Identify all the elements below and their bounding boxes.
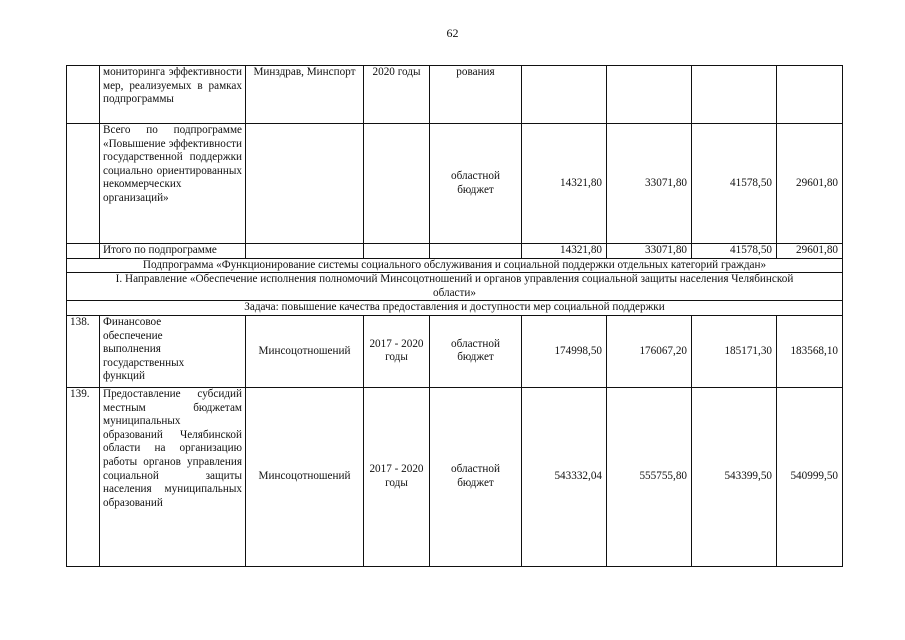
- period: 2017 - 2020 годы: [364, 387, 430, 566]
- amount-2020: 540999,50: [777, 387, 843, 566]
- amount-2018: 33071,80: [607, 244, 692, 259]
- row-number: 138.: [67, 315, 100, 387]
- period: 2017 - 2020 годы: [364, 315, 430, 387]
- amount-2019: 41578,50: [692, 124, 777, 244]
- table-row: [67, 66, 843, 124]
- measure-name: Финансовое обеспечение выполнения государственных функций: [100, 315, 246, 387]
- section-heading: [67, 273, 843, 301]
- amount-2019: 185171,30: [692, 315, 777, 387]
- funding-source: областной бюджет: [430, 387, 522, 566]
- row-number: [67, 66, 100, 124]
- table-row: [67, 315, 843, 387]
- amount-2018: 176067,20: [607, 315, 692, 387]
- funding-source: областной бюджет: [430, 315, 522, 387]
- measure-name: Итого по подпрограмме: [100, 244, 246, 259]
- table-row: [67, 244, 843, 259]
- amount-2017: 14321,80: [522, 124, 607, 244]
- direction-title: I. Направление «Обеспечение исполнения полномочий Минсоцотношений и органов управления социальной защиты населения Челябинской области»: [67, 273, 843, 301]
- executor: Минсоцотношений: [246, 387, 364, 566]
- task-title: Задача: повышение качества предоставления и доступности мер социальной поддержки: [67, 301, 843, 316]
- amount-2018: 33071,80: [607, 124, 692, 244]
- subprogram-title: Подпрограмма «Функционирование системы социального обслуживания и социальной поддержки отдельных категорий граждан»: [67, 258, 843, 273]
- table-row: [67, 124, 843, 244]
- funding-source: рования: [430, 66, 522, 124]
- program-table: [66, 65, 843, 567]
- amount-2020: 29601,80: [777, 124, 843, 244]
- measure-name: Всего по подпрограмме «Повышение эффективности государственной поддержки социально ориентированных некоммерческих организаций»: [100, 124, 246, 244]
- amount-2017: 543332,04: [522, 387, 607, 566]
- section-heading: [67, 301, 843, 316]
- amount-2017: 174998,50: [522, 315, 607, 387]
- amount-2017: 14321,80: [522, 244, 607, 259]
- amount-2019: 41578,50: [692, 244, 777, 259]
- table-row: [67, 387, 843, 566]
- row-number: 139.: [67, 387, 100, 566]
- page-number: 62: [446, 26, 459, 40]
- measure-name: Предоставление субсидий местным бюджетам муниципальных образований Челябинской области на организацию работы органов управления социальной защиты населения муниципальных образований: [100, 387, 246, 566]
- amount-2020: 183568,10: [777, 315, 843, 387]
- period: 2020 годы: [364, 66, 430, 124]
- measure-name: мониторинга эффективности мер, реализуемых в рамках подпрограммы: [100, 66, 246, 124]
- executor: Минздрав, Минспорт: [246, 66, 364, 124]
- executor: Минсоцотношений: [246, 315, 364, 387]
- amount-2019: 543399,50: [692, 387, 777, 566]
- funding-source: областной бюджет: [430, 124, 522, 244]
- section-heading: [67, 258, 843, 273]
- amount-2018: 555755,80: [607, 387, 692, 566]
- amount-2020: 29601,80: [777, 244, 843, 259]
